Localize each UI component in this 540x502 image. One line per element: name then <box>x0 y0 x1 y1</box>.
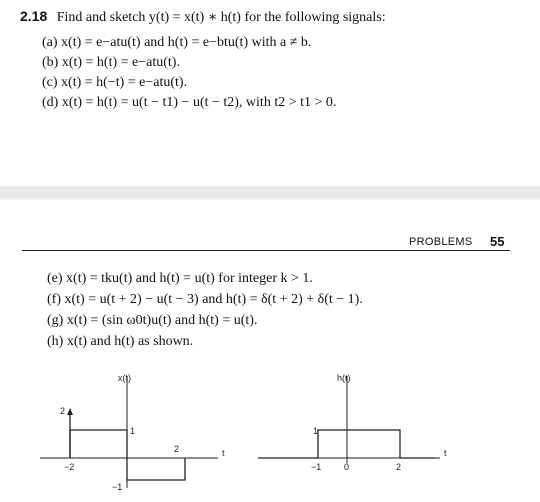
x-signal-trace <box>70 430 185 480</box>
problem-number: 2.18 <box>20 8 48 24</box>
part-f: (f) x(t) = u(t + 2) − u(t − 3) and h(t) = δ(t + 2) + δ(t − 1). <box>47 292 363 307</box>
x-label-ym1: −1 <box>112 482 123 492</box>
h-label-y1: 1 <box>313 426 319 436</box>
page-gap <box>0 186 540 198</box>
part-h: (h) x(t) and h(t) as shown. <box>47 334 194 349</box>
x-signal-figure <box>40 368 240 493</box>
h-label-xm1: −1 <box>311 462 322 472</box>
x-label-x2: 2 <box>174 444 180 454</box>
x-label-xm2: −2 <box>64 462 75 472</box>
part-c: (c) x(t) = h(−t) = e−atu(t). <box>42 75 188 90</box>
x-label-y2: 2 <box>60 406 66 416</box>
x-t-label: t <box>222 448 225 458</box>
problem-intro: Find and sketch y(t) = x(t) ∗ h(t) for the following signals: <box>56 10 386 25</box>
h-title: h(t) <box>337 373 351 383</box>
x-title: x(t) <box>118 373 131 383</box>
problem-heading <box>20 8 386 26</box>
h-signal-figure <box>255 368 460 493</box>
h-label-x2: 2 <box>396 462 402 472</box>
part-a: (a) x(t) = e−atu(t) and h(t) = e−btu(t) with a ≠ b. <box>42 35 312 50</box>
x-label-y1: 1 <box>130 426 136 436</box>
part-e: (e) x(t) = tku(t) and h(t) = u(t) for integer k > 1. <box>47 271 313 286</box>
top-page <box>0 0 540 185</box>
part-d: (d) x(t) = h(t) = u(t − t1) − u(t − t2), with t2 > t1 > 0. <box>42 95 337 110</box>
part-b: (b) x(t) = h(t) = e−atu(t). <box>42 55 180 70</box>
running-title: PROBLEMS <box>409 236 473 248</box>
h-t-label: t <box>444 448 447 458</box>
page-number: 55 <box>490 234 505 249</box>
h-label-x0: 0 <box>344 462 350 472</box>
header-rule <box>22 250 510 251</box>
part-g: (g) x(t) = (sin ω0t)u(t) and h(t) = u(t). <box>47 313 258 328</box>
page-gap-edge <box>0 198 540 200</box>
